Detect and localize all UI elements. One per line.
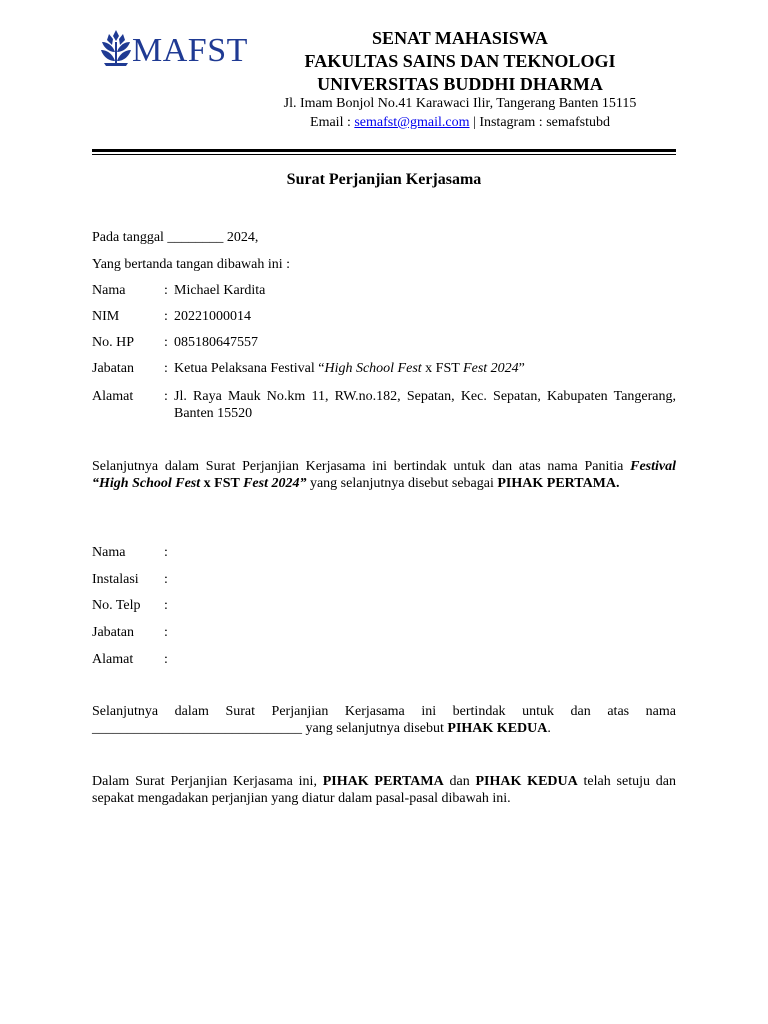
jabatan-prefix: Ketua Pelaksana Festival “ [174, 361, 325, 376]
field-colon: : [164, 309, 168, 324]
field-label: Instalasi [92, 572, 139, 587]
field-colon: : [164, 389, 168, 404]
field-value [174, 360, 676, 377]
header-divider-thin [92, 154, 676, 155]
field-colon: : [164, 652, 168, 667]
university-name: UNIVERSITAS BUDDHI DHARMA [317, 74, 603, 94]
jabatan-suffix: ” [518, 361, 525, 376]
field-label: Alamat [92, 652, 134, 667]
email-link[interactable]: semafst@gmail.com [354, 115, 470, 130]
logo-text: MAFST [132, 32, 248, 69]
para-bold: PIHAK PERTAMA [497, 476, 617, 491]
date-line: Pada tanggal ________ 2024, [92, 230, 259, 245]
field-colon: : [164, 545, 168, 560]
jabatan-year: Fest 2024 [463, 361, 519, 376]
field-label: NIM [92, 309, 120, 324]
para-text: yang selanjutnya disebut [302, 721, 448, 736]
field-colon: : [164, 283, 168, 298]
field-label: Nama [92, 545, 126, 560]
para-bold: PIHAK KEDUA [475, 774, 578, 789]
document-title: Surat Perjanjian Kerjasama [286, 171, 482, 188]
para-bold: x FST [200, 476, 244, 491]
org-name: SENAT MAHASISWA [372, 28, 548, 48]
para-text: Selanjutnya dalam Surat Perjanjian Kerjasama ini bertindak untuk dan atas nama Panitia [92, 459, 631, 474]
para-bold: Festival “High School Fest [92, 459, 676, 491]
para-text: yang selanjutnya disebut sebagai [306, 476, 498, 491]
intro-line: Yang bertanda tangan dibawah ini : [92, 257, 291, 272]
para-bold: Fest 2024” [243, 476, 307, 491]
field-label: Alamat [92, 389, 134, 404]
field-label: Nama [92, 283, 126, 298]
para-text: Dalam Surat Perjanjian Kerjasama ini, [92, 774, 323, 789]
field-colon: : [164, 598, 168, 613]
para-bold: PIHAK KEDUA [447, 721, 548, 736]
para-bold: PIHAK PERTAMA [322, 774, 444, 789]
para-text: telah setuju dan sepakat mengadakan perjanjian yang diatur dalam pasal-pasal dibawah ini. [92, 774, 676, 806]
para-end: . [616, 476, 620, 491]
address-line: Jl. Imam Bonjol No.41 Karawaci Ilir, Tangerang Banten 15115 [283, 96, 637, 111]
jabatan-event: High School Fest [324, 361, 422, 376]
field-colon: : [164, 572, 168, 587]
party1-paragraph [92, 458, 676, 492]
field-colon: : [164, 335, 168, 350]
field-label: No. HP [92, 335, 135, 350]
field-value: Michael Kardita [174, 283, 266, 298]
para-text: Selanjutnya dalam Surat Perjanjian Kerjasama ini bertindak untuk dan atas nama [92, 704, 676, 719]
mafst-logo [100, 28, 248, 72]
header-divider-thick [92, 149, 676, 152]
para-text: dan [443, 774, 476, 789]
field-label: Jabatan [92, 361, 134, 376]
field-value: 085180647557 [174, 335, 258, 350]
agreement-paragraph [92, 773, 676, 807]
party2-paragraph [92, 703, 676, 737]
faculty-name: FAKULTAS SAINS DAN TEKNOLOGI [304, 51, 616, 71]
field-value: 20221000014 [174, 309, 251, 324]
blank-line: ______________________________ [92, 721, 302, 736]
para-end: . [547, 721, 551, 736]
field-colon: : [164, 625, 168, 640]
lotus-icon [100, 28, 132, 68]
field-colon: : [164, 361, 168, 376]
email-prefix: Email : [310, 115, 355, 130]
field-value: Jl. Raya Mauk No.km 11, RW.no.182, Sepatan, Kec. Sepatan, Kabupaten Tangerang, Banten 15520 [174, 389, 676, 421]
instagram-text: | Instagram : semafstubd [469, 115, 610, 130]
field-label: No. Telp [92, 598, 141, 613]
jabatan-mid: x FST [421, 361, 464, 376]
field-label: Jabatan [92, 625, 134, 640]
contact-line [245, 114, 675, 132]
